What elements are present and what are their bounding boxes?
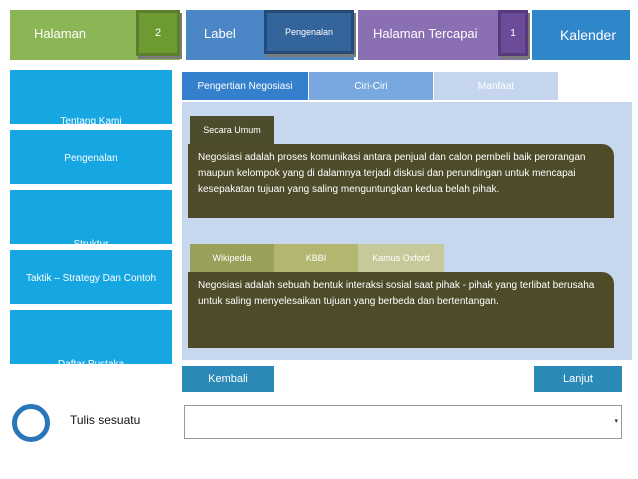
kalender-button[interactable]: Kalender	[532, 10, 630, 60]
halaman-tercapai-badge: 1	[498, 10, 528, 56]
halaman-label: Halaman	[34, 26, 87, 41]
circle-button[interactable]	[12, 404, 50, 442]
sidebar-item-label: Taktik – Strategy Dan Contoh	[25, 272, 157, 284]
label-value-badge: Pengenalan	[264, 10, 354, 54]
tab-pengertian-negosiasi[interactable]: Pengertian Negosiasi	[182, 72, 308, 100]
sidebar-item-taktik[interactable]	[10, 250, 172, 304]
sidebar-item-label: Daftar Pustaka	[57, 358, 125, 370]
definition-text-wikipedia: Negosiasi adalah sebuah bentuk interaksi sosial saat pihak - pihak yang terlibat berusaha untuk saling menyelesaikan tujuan yang berbeda dan bertentangan.	[188, 272, 614, 348]
sidebar-item-label: Pengenalan	[64, 152, 118, 164]
halaman-number-badge: 2	[136, 10, 180, 56]
sidebar-item-label: Struktur	[73, 238, 109, 250]
tab-manfaat[interactable]: Manfaat	[434, 72, 558, 100]
input-label: Tulis sesuatu	[70, 413, 141, 427]
tab-kbbi[interactable]: KBBI	[274, 244, 358, 272]
back-button[interactable]: Kembali	[182, 366, 274, 392]
sidebar-item-label: Tentang Kami	[60, 115, 122, 127]
halaman-tercapai-label: Halaman Tercapai	[373, 26, 478, 41]
tab-kamus-oxford[interactable]: Kamus Oxford	[358, 244, 444, 272]
tab-ciri-ciri[interactable]: Ciri-Ciri	[309, 72, 433, 100]
label-label: Label	[204, 26, 236, 41]
sidebar-item-pengenalan[interactable]	[10, 130, 172, 184]
tab-secara-umum[interactable]: Secara Umum	[190, 116, 274, 144]
tab-wikipedia[interactable]: Wikipedia	[190, 244, 274, 272]
definition-text-umum: Negosiasi adalah proses komunikasi antara penjual dan calon pembeli baik perorangan maupun kelompok yang di dalamnya terjadi diskusi dan perundingan untuk mencapai kesepakatan tujuan yang saling menguntungkan kedua belah pihak.	[188, 144, 614, 218]
sidebar-item-struktur[interactable]	[10, 190, 172, 250]
text-input[interactable]	[184, 405, 622, 439]
sidebar-item-daftar-pustaka[interactable]	[10, 310, 172, 370]
sidebar-item-tentang-kami[interactable]	[10, 70, 172, 127]
dropdown-arrow-icon[interactable]: ▾	[614, 418, 618, 425]
next-button[interactable]: Lanjut	[534, 366, 622, 392]
